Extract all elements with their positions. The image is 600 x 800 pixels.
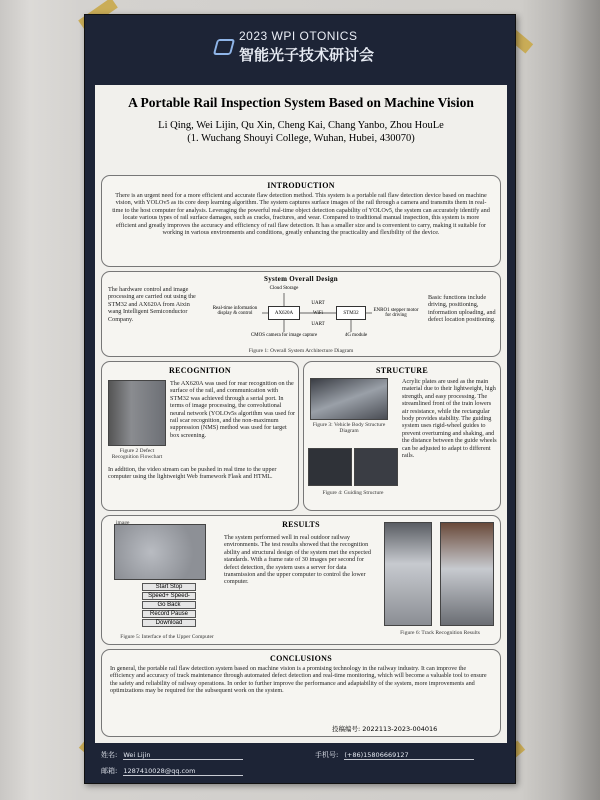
affiliation: (1. Wuchang Shouyi College, Wuhan, Hubei, 430070) <box>187 133 415 144</box>
conclusions-heading: CONCLUSIONS <box>270 654 332 663</box>
upper-computer-image <box>114 524 206 580</box>
stm32-node: STM32 <box>336 306 366 320</box>
introduction-heading: INTRODUCTION <box>267 181 335 190</box>
poster-paper <box>95 85 507 743</box>
results-section <box>101 515 501 645</box>
system-right-text: Basic functions include driving, positioning, information uploading, and defect location positioning. <box>428 294 496 324</box>
structure-heading: STRUCTURE <box>375 366 429 375</box>
vehicle-body-image <box>310 378 388 420</box>
authors <box>101 119 501 145</box>
figure6-caption: Figure 6: Track Recognition Results <box>400 630 480 636</box>
poster-title: A Portable Rail Inspection System Based on Machine Vision <box>128 95 474 110</box>
figure5-caption: Figure 5: Interface of the Upper Computer <box>120 634 214 640</box>
name-label: 姓名: <box>101 751 118 759</box>
system-heading: System Overall Design <box>264 275 338 283</box>
left-io-label: Real-time information display & control <box>212 306 258 316</box>
introduction-text: There is an urgent need for a more efficient and accurate flaw detection method. This system is a portable rail flaw detection device based on machine vision, with YOLOv5 as its core deep learning algorithm. The system captures surface images of the rail through a camera and transmits them in real-time to the host computer for analysis. Leveraging the powerful real-time object detection capability of YOLOv5, the system can accurately identify and locate various types of rail surface damages, such as cracks, fractures, and wear. Compared to traditional manual inspection, this system is more efficient and greatly improves the accuracy and efficiency of rail flaw detection. It has a smaller size and is convenient to carry, making it suitable for working in various environments and conditions, greatly enhancing the practicality and flexibility of the device. <box>112 192 490 237</box>
poster <box>84 14 516 784</box>
phone-row <box>315 750 474 760</box>
results-heading: RESULTS <box>282 520 320 529</box>
wifi-label: WiFi <box>312 310 324 316</box>
author-list: Li Qing, Wei Lijin, Qu Xin, Cheng Kai, Chang Yanbo, Zhou HouLe <box>158 120 444 131</box>
defect-flowchart-image <box>108 380 166 446</box>
control-buttons <box>142 582 196 628</box>
cloud-storage-node: Cloud Storage <box>269 285 299 291</box>
track-result-image-2 <box>440 522 494 626</box>
speed-button[interactable]: Speed+ Speed- <box>142 592 196 600</box>
image-label: image <box>116 520 130 526</box>
figure2-caption: Figure 2 Defect Recognition Flowchart <box>111 448 163 460</box>
guiding-structure-image-1 <box>308 448 352 486</box>
lte-label: 4G module <box>344 332 368 338</box>
uart-label-2: UART <box>311 321 325 327</box>
poster-footer <box>95 747 507 781</box>
introduction-section <box>101 175 501 267</box>
results-text: The system performed well in real outdoor railway environments. The test results showed that the recognition ability and structural design of the system met the expected standards. With a frame rate of 30 images per second for defect detection, the system uses a server for data transmission and the upper computer to control the lower computer. <box>224 534 371 586</box>
name-value: Wei Lijin <box>123 751 243 760</box>
figure1-caption: Figure 1: Overall System Architecture Diagram <box>248 348 354 354</box>
recognition-text-1: The AX620A was used for rear recognition on the surface of the rail, and communication with STM32 was achieved through a serial port. In terms of image processing, the convolutional neural network (YOLOv5s algorithm was used for rail scar recognition, and the non-maximum suppression (NMS) method was used for target box screening. <box>170 380 296 439</box>
download-button[interactable]: Download <box>142 619 196 627</box>
submission-number: 2022113-2023-004016 <box>362 725 438 733</box>
system-left-text: The hardware control and image processing are carried out using the STM32 and AX620A from Aixin wang Intelligent Semiconductor Company. <box>108 286 196 323</box>
phone-value: (+86)15806669127 <box>344 751 474 760</box>
recognition-text-2: In addition, the video stream can be pushed in real time to the upper computer using the lightweight Web framework Flask and HTML. <box>108 466 277 481</box>
banner-year: 2023 WPI OTONICS <box>239 29 358 43</box>
conclusions-section <box>101 649 501 737</box>
email-row <box>101 766 243 776</box>
submission-row <box>332 724 437 733</box>
motor-label: ENRO1 stepper motor for driving <box>373 308 419 318</box>
structure-section <box>303 361 501 511</box>
recognition-heading: RECOGNITION <box>169 366 231 375</box>
conference-banner <box>85 15 515 79</box>
recognition-section <box>101 361 299 511</box>
conference-logo-icon <box>213 39 235 55</box>
figure4-caption: Figure 4: Guiding Structure <box>322 490 384 496</box>
diagram-arrows <box>206 284 422 346</box>
system-diagram <box>206 284 422 346</box>
submission-label: 投稿编号: <box>332 725 361 733</box>
structure-text: Acrylic plates are used as the main material due to their lightweight, high strength, and easy processing. The streamlined front of the train lowers air resistance, while the rectangular body provides stability. The guiding system uses rigid-wheel guides to prevent overturning and shaking, and the distance between the guide wheels can be adjusted to adapt to different rails. <box>402 378 497 460</box>
ax620a-node: AX620A <box>268 306 300 320</box>
figure3-caption: Figure 3: Vehicle Body Structure Diagram <box>312 422 386 434</box>
cmos-label: CMOS camera for image capture <box>250 332 318 338</box>
uart-label-1: UART <box>311 300 325 306</box>
conclusions-text: In general, the portable rail flaw detection system based on machine vision is a promising technology in the railway industry. It can improve the efficiency and accuracy of track maintenance through automated defect detection and real-time monitoring, which will become a valuable tool to ensure the safety and reliability of railway operations. In order to further improve the performance and adaptability of the system, more improvements and optimizations may be required for the subsequent work on the system. <box>110 665 487 695</box>
track-result-image-1 <box>384 522 432 626</box>
name-row <box>101 750 243 760</box>
record-pause-button[interactable]: Record Pause <box>142 610 196 618</box>
email-value: 1287410028@qq.com <box>123 767 243 776</box>
go-back-button[interactable]: Go Back <box>142 601 196 609</box>
guiding-structure-image-2 <box>354 448 398 486</box>
phone-label: 手机号: <box>315 751 339 759</box>
email-label: 邮箱: <box>101 767 118 775</box>
banner-conference: 智能光子技术研讨会 <box>239 46 375 64</box>
start-stop-button[interactable]: Start Stop <box>142 583 196 591</box>
system-design-section <box>101 271 501 357</box>
